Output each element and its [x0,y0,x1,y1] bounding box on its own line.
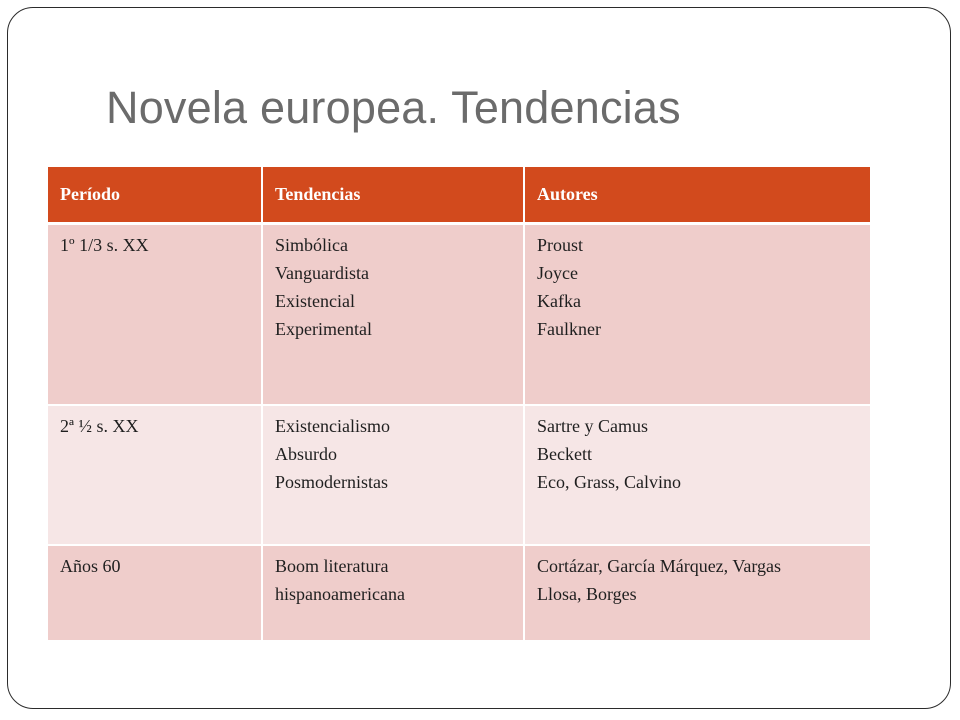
table-row [48,405,870,545]
cell-tendencias [262,405,524,545]
autor-item: Beckett [537,444,592,464]
cell-tendencias [262,223,524,405]
autor-item: Llosa, Borges [537,584,637,604]
cell-tendencias [262,545,524,641]
autor-item: Eco, Grass, Calvino [537,472,681,492]
tendencia-item: Existencial [275,290,355,311]
tendencia-item: Absurdo [275,444,337,464]
tendencia-item: Simbólica [275,234,348,255]
slide-title: Novela europea. Tendencias [106,82,681,133]
cell-autores [524,223,870,405]
cell-periodo: Años 60 [48,545,262,641]
autor-item: Kafka [537,290,581,311]
header-autores: Autores [524,167,870,223]
tendencia-item: Existencialismo [275,416,390,436]
autor-item: Sartre y Camus [537,416,648,436]
tendencia-item: Boom literatura [275,556,389,576]
cell-periodo: 1º 1/3 s. XX [48,223,262,405]
autor-item: Joyce [537,262,578,283]
autor-item: Faulkner [537,318,601,339]
autor-item: Proust [537,234,584,255]
header-tendencias: Tendencias [262,167,524,223]
autor-item: Cortázar, García Márquez, Vargas [537,556,782,576]
cell-periodo: 2ª ½ s. XX [48,405,262,545]
cell-autores [524,405,870,545]
tendencia-item: Experimental [275,318,372,339]
tendencia-item: Posmodernistas [275,472,389,492]
table-row [48,545,870,641]
tendencia-item: Vanguardista [275,262,369,283]
header-periodo: Período [48,167,262,223]
tendencia-item: hispanoamericana [275,584,405,604]
cell-autores [524,545,870,641]
table-row [48,223,870,405]
trends-table [48,167,870,642]
table-header-row [48,167,870,223]
